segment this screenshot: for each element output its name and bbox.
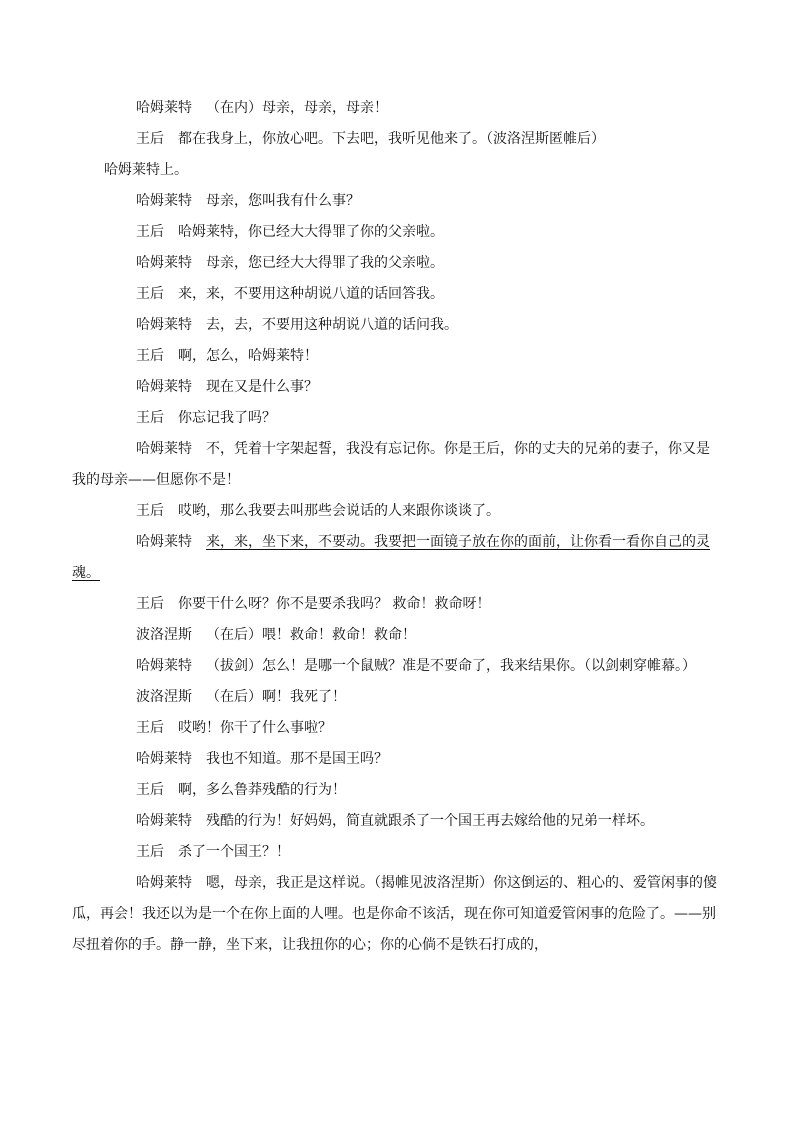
dialogue-line bbox=[72, 372, 722, 403]
document-page bbox=[72, 93, 722, 961]
dialogue-line bbox=[72, 837, 722, 868]
dialogue-line bbox=[72, 279, 722, 310]
dialogue-line bbox=[72, 620, 722, 651]
dialogue-line bbox=[72, 806, 722, 837]
line-text: 啊，怎么，哈姆莱特！ bbox=[178, 348, 318, 364]
line-text: （在后）喂！救命！救命！救命！ bbox=[206, 627, 416, 643]
line-text: 哈姆莱特，你已经大大得罪了你的父亲啦。 bbox=[178, 224, 444, 240]
dialogue-line bbox=[72, 248, 722, 279]
speaker-name: 哈姆莱特 bbox=[136, 255, 192, 271]
speaker-name: 哈姆莱特 bbox=[136, 379, 192, 395]
line-text: 哈姆莱特上。 bbox=[104, 162, 188, 178]
speaker-name: 王后 bbox=[136, 720, 164, 736]
dialogue-line bbox=[72, 589, 722, 620]
speaker-name: 王后 bbox=[136, 224, 164, 240]
speaker-name: 王后 bbox=[136, 348, 164, 364]
speaker-name: 王后 bbox=[136, 782, 164, 798]
dialogue-line bbox=[72, 403, 722, 434]
dialogue-line bbox=[72, 186, 722, 217]
dialogue-line bbox=[72, 651, 722, 682]
dialogue-line bbox=[72, 713, 722, 744]
dialogue-line bbox=[72, 775, 722, 806]
dialogue-line bbox=[72, 682, 722, 713]
line-text: （拔剑）怎么！是哪一个鼠贼？准是不要命了，我来结果你。（以剑刺穿帷幕。） bbox=[206, 658, 696, 674]
line-text: 嗯，母亲，我正是这样说。（揭帷见波洛涅斯）你这倒运的、粗心的、爱管闲事的傻瓜，再会！我还以为是一个在你上面的人哩。也是你命不该活，现在你可知道爱管闲事的危险了。——别尽扭着你的手。静一静，坐下来，让我扭你的心；你的心倘不是铁石打成的， bbox=[72, 875, 717, 953]
speaker-name: 王后 bbox=[136, 286, 164, 302]
dialogue-line bbox=[72, 496, 722, 527]
line-text: 你忘记我了吗？ bbox=[178, 410, 276, 426]
dialogue-line bbox=[72, 310, 722, 341]
speaker-name: 哈姆莱特 bbox=[136, 100, 192, 116]
line-text: 去，去，不要用这种胡说八道的话问我。 bbox=[206, 317, 458, 333]
dialogue-line bbox=[72, 93, 722, 124]
speaker-name: 王后 bbox=[136, 844, 164, 860]
dialogue-line bbox=[72, 341, 722, 372]
dialogue-line bbox=[72, 868, 722, 961]
speaker-name: 哈姆莱特 bbox=[136, 658, 192, 674]
line-text: 哎哟，那么我要去叫那些会说话的人来跟你谈谈了。 bbox=[178, 503, 500, 519]
line-text: 我也不知道。那不是国王吗？ bbox=[206, 751, 388, 767]
line-text: 母亲，您已经大大得罪了我的父亲啦。 bbox=[206, 255, 444, 271]
speaker-name: 波洛涅斯 bbox=[136, 689, 192, 705]
dialogue-line bbox=[72, 434, 722, 496]
line-text: 你要干什么呀？你不是要杀我吗？ 救命！救命呀！ bbox=[178, 596, 491, 612]
line-text: 母亲，您叫我有什么事？ bbox=[206, 193, 360, 209]
dialogue-line bbox=[72, 155, 722, 186]
line-text: 哎哟！你干了什么事啦？ bbox=[178, 720, 332, 736]
dialogue-line bbox=[72, 217, 722, 248]
speaker-name: 哈姆莱特 bbox=[136, 193, 192, 209]
line-text: 杀了一个国王？！ bbox=[178, 844, 290, 860]
speaker-name: 哈姆莱特 bbox=[136, 813, 192, 829]
underlined-line-text: 来，来，坐下来，不要动。我要把一面镜子放在你的面前，让你看一看你自己的灵魂。 bbox=[72, 534, 710, 581]
line-text: 残酷的行为！好妈妈，简直就跟杀了一个国王再去嫁给他的兄弟一样坏。 bbox=[206, 813, 654, 829]
speaker-name: 哈姆莱特 bbox=[136, 875, 192, 891]
line-text: 都在我身上，你放心吧。下去吧，我听见他来了。（波洛涅斯匿帷后） bbox=[178, 131, 605, 147]
line-text: 来，来，不要用这种胡说八道的话回答我。 bbox=[178, 286, 444, 302]
speaker-name: 哈姆莱特 bbox=[136, 317, 192, 333]
speaker-name: 哈姆莱特 bbox=[136, 751, 192, 767]
speaker-name: 波洛涅斯 bbox=[136, 627, 192, 643]
dialogue-line bbox=[72, 124, 722, 155]
line-text: （在后）啊！我死了！ bbox=[206, 689, 346, 705]
dialogue-line bbox=[72, 744, 722, 775]
speaker-name: 王后 bbox=[136, 503, 164, 519]
speaker-name: 王后 bbox=[136, 131, 164, 147]
speaker-name: 王后 bbox=[136, 596, 164, 612]
line-text: 不，凭着十字架起誓，我没有忘记你。你是王后，你的丈夫的兄弟的妻子，你又是我的母亲——但愿你不是！ bbox=[72, 441, 710, 488]
line-text: 啊，多么鲁莽残酷的行为！ bbox=[178, 782, 346, 798]
line-text: 现在又是什么事？ bbox=[206, 379, 318, 395]
speaker-name: 哈姆莱特 bbox=[136, 534, 192, 550]
line-text: （在内）母亲，母亲，母亲！ bbox=[206, 100, 388, 116]
speaker-name: 王后 bbox=[136, 410, 164, 426]
dialogue-line bbox=[72, 527, 722, 589]
speaker-name: 哈姆莱特 bbox=[136, 441, 192, 457]
